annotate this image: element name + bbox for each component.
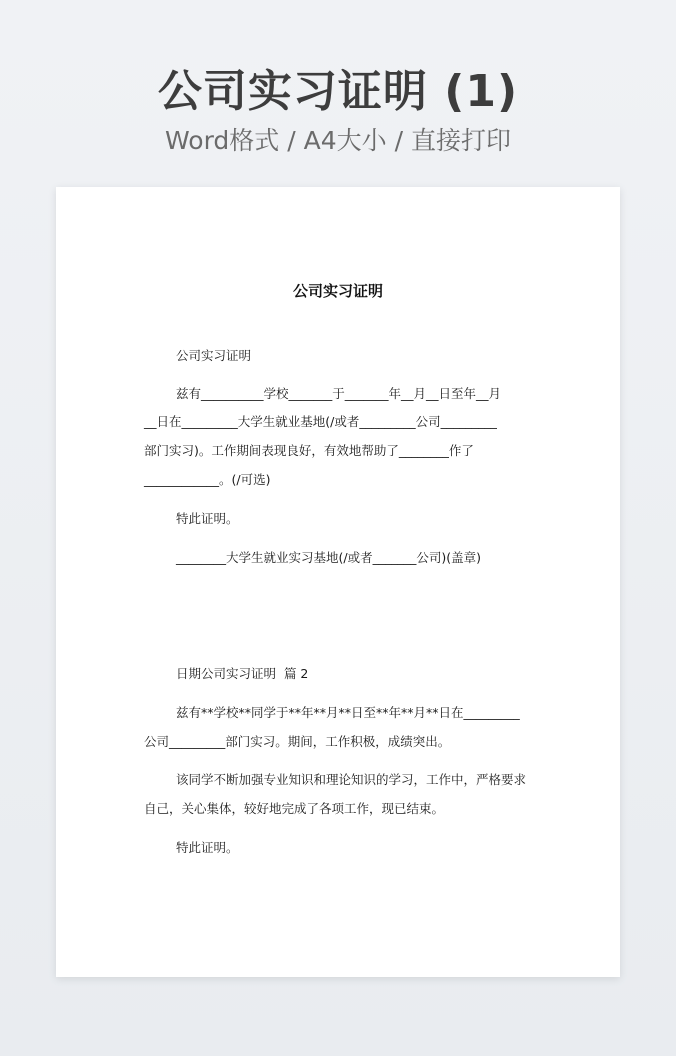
document-paragraph-line: 公司_________部门实习。期间，工作积极，成绩突出。 [144,734,451,749]
page-header [0,62,676,158]
document-paragraph-line: 该同学不断加强专业知识和理论知识的学习，工作中，严格要求 [176,772,527,787]
document-section-heading: 日期公司实习证明 篇 2 [176,666,309,681]
document-paragraph-line: 部门实习)。工作期间表现良好，有效地帮助了________作了 [144,443,474,458]
document-paragraph-line: 兹有**学校**同学于**年**月**日至**年**月**日在_________ [176,705,520,720]
document-closing-line: 特此证明。 [176,840,239,855]
document-signature-line: ________大学生就业实习基地(/或者_______公司)(盖章) [176,550,481,565]
document-paragraph-line: __日在_________大学生就业基地(/或者_________公司_________ [144,414,497,429]
document-closing-line: 特此证明。 [176,511,239,526]
page-subtitle: Word格式 / A4大小 / 直接打印 [165,126,511,155]
document-paragraph-line: 兹有__________学校_______于_______年__月__日至年__月 [176,386,502,401]
document-paragraph-line: 自己，关心集体，较好地完成了各项工作，现已结束。 [144,801,445,816]
page-title: 公司实习证明 (1) [157,66,519,117]
document-page [56,187,620,977]
document-paragraph-line: ____________。(/可选) [144,472,271,487]
document-line-heading: 公司实习证明 [176,348,252,363]
document-title: 公司实习证明 [292,282,383,300]
